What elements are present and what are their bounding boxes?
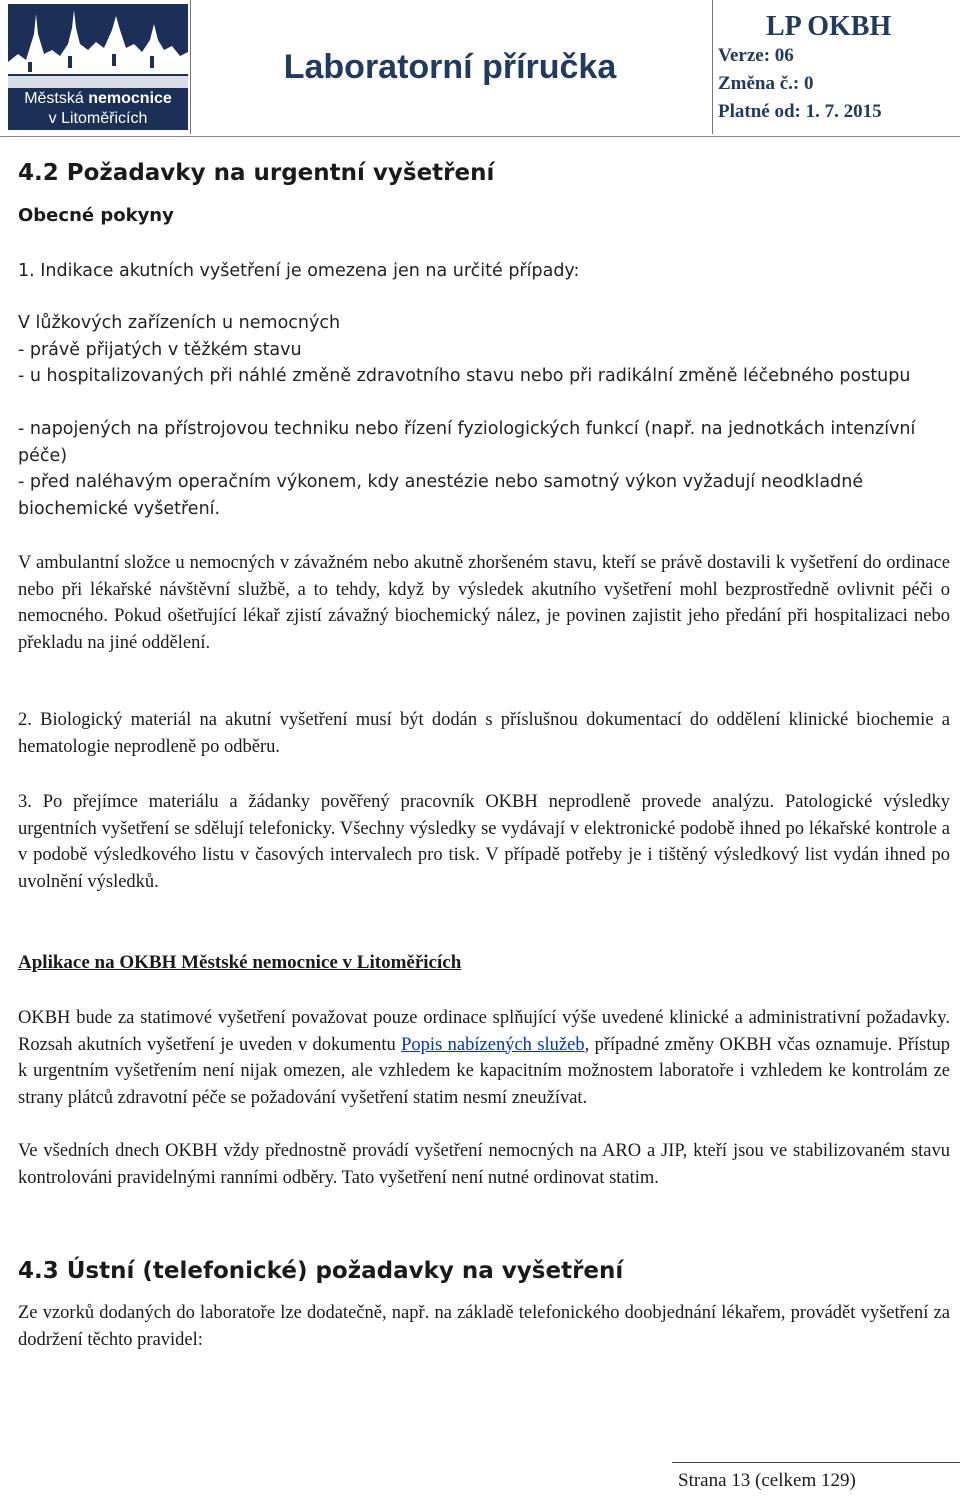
- list-item-2: 2. Biologický materiál na akutní vyšetření musí být dodán s příslušnou dokumentací do oddělení klinické biochemie a hematologie neprodleně po odběru.: [18, 710, 950, 757]
- bullet-item: - právě přijatých v těžkém stavu: [18, 340, 302, 360]
- header-rule: [0, 136, 960, 137]
- section-heading-4-3: 4.3 Ústní (telefonické) požadavky na vyšetření: [18, 1258, 624, 1284]
- list-item-1: 1. Indikace akutních vyšetření je omezena jen na určité případy:: [18, 261, 580, 281]
- document-change: Změna č.: 0: [718, 73, 814, 94]
- section-4-3-paragraph: Ze vzorků dodaných do laboratoře lze dodatečně, např. na základě telefonického doobjednání lékařem, provádět vyšetření za dodržení těchto pravidel:: [18, 1303, 950, 1350]
- header-divider: [712, 0, 713, 134]
- outpatient-paragraph: V ambulantní složce u nemocných v závažném nebo akutně zhoršeném stavu, kteří se právě dostavili k vyšetření do ordinace nebo při lékařské návštěvní službě, a to tehdy, když by výsledek akutního vyšetření mohl bezprostředně ovlivnit péči o nemocného. Pokud ošetřující lékař zjistí závažný biochemický nález, je povinen zajistit jeho předání při hospitalizaci nebo překladu na jiné oddělení.: [18, 553, 950, 653]
- subheading-general: Obecné pokyny: [18, 205, 174, 226]
- bullet-item: - napojených na přístrojovou techniku nebo řízení fyziologických funkcí (např. na jednotkách intenzívní péče): [18, 419, 916, 466]
- document-code: LP OKBH: [766, 11, 892, 42]
- bullet-item: - u hospitalizovaných při náhlé změně zdravotního stavu nebo při radikální změně léčebného postupu: [18, 366, 911, 386]
- section-heading-4-2: 4.2 Požadavky na urgentní vyšetření: [18, 160, 495, 186]
- application-paragraph-2: Ve všedních dnech OKBH vždy přednostně provádí vyšetření nemocných na ARO a JIP, kteří jsou ve stabilizovaném stavu kontrolováni pravidelnými ranními odběry. Tato vyšetření není nutné ordinovat statim.: [18, 1141, 950, 1188]
- logo-text-line1: Městská nemocnice: [24, 90, 172, 107]
- application-heading: Aplikace na OKBH Městské nemocnice v Litoměřicích: [18, 952, 462, 973]
- page-header: [0, 0, 960, 138]
- footer-rule: [672, 1462, 960, 1463]
- logo-text-line2: v Litoměřicích: [48, 110, 148, 127]
- bullet-item: - před naléhavým operačním výkonem, kdy anestézie nebo samotný výkon vyžadují neodkladné biochemické vyšetření.: [18, 472, 864, 519]
- hospital-logo: [8, 4, 188, 130]
- inpatient-intro: V lůžkových zařízeních u nemocných: [18, 313, 341, 333]
- list-item-3: 3. Po přejímce materiálu a žádanky pověřený pracovník OKBH neprodleně provede analýzu. Patologické výsledky urgentních vyšetření se sdělují telefonicky. Všechny výsledky se vydávají v elektronické podobě ihned po lékařské kontrole a v podobě výsledkového listu v časových intervalech pro tisk. V případě potřeby je i tištěný výsledkový list vydán ihned po uvolnění výsledků.: [18, 792, 950, 892]
- document-meta: [718, 12, 958, 126]
- application-paragraph-1: OKBH bude za statimové vyšetření považovat pouze ordinace splňující výše uvedené klinické a administrativní požadavky. Rozsah akutních vyšetření je uveden v dokumentu Popis nabízených služeb, případné změny OKBH včas oznamuje. Přístup k urgentním vyšetřením není nijak omezen, ale vzhledem ke kapacitním možnostem laboratoře i vzhledem ke kontrolám ze strany plátců zdravotní péče se požadování vyšetření statim nesmí zneužívat.: [18, 1008, 950, 1108]
- document-title: Laboratorní příručka: [283, 47, 617, 86]
- services-document-link[interactable]: Popis nabízených služeb: [401, 1034, 585, 1055]
- document-version: Verze: 06: [718, 45, 794, 66]
- page-number: Strana 13 (celkem 129): [678, 1470, 856, 1491]
- document-valid-from: Platné od: 1. 7. 2015: [718, 101, 882, 122]
